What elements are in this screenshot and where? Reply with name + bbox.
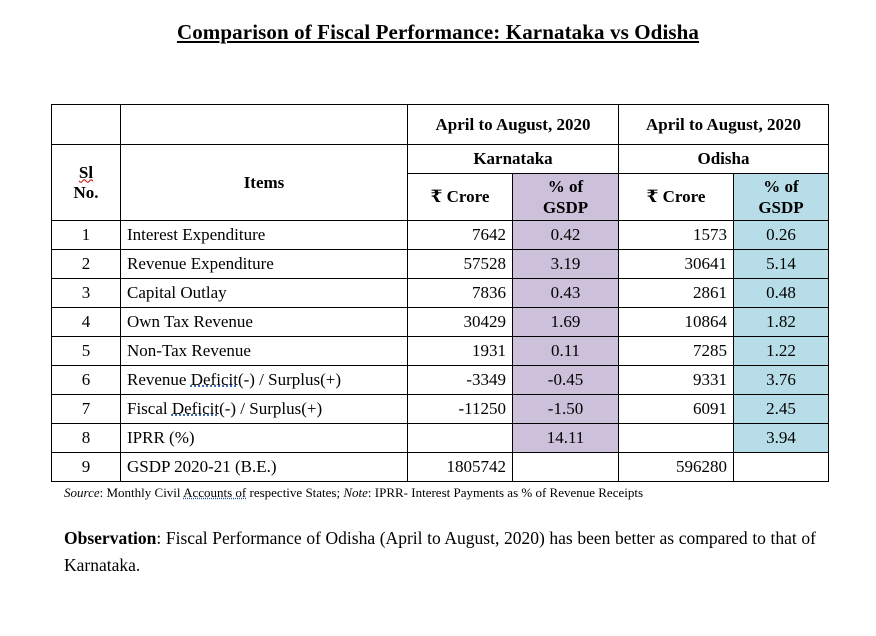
odisha-crore-cell: 30641: [619, 250, 734, 279]
sl-cell: 3: [52, 279, 121, 308]
table-row: [52, 221, 829, 250]
karnataka-pct-cell: 1.69: [513, 308, 619, 337]
header-row-period: [52, 105, 829, 145]
karnataka-pct-cell: -1.50: [513, 395, 619, 424]
sl-cell: 6: [52, 366, 121, 395]
karnataka-crore-cell: 1931: [408, 337, 513, 366]
odisha-pct-cell: 5.14: [734, 250, 829, 279]
odisha-pct-cell: 2.45: [734, 395, 829, 424]
pct-header-line2: GSDP: [542, 198, 589, 217]
empty-header-cell: [121, 105, 408, 145]
item-cell: Capital Outlay: [121, 279, 408, 308]
odisha-crore-cell: [619, 424, 734, 453]
note-text: : IPRR- Interest Payments as % of Revenue Receipts: [367, 485, 644, 500]
karnataka-pct-cell: -0.45: [513, 366, 619, 395]
karnataka-pct-cell: [513, 453, 619, 482]
karnataka-crore-cell: 7836: [408, 279, 513, 308]
item-cell: IPRR (%): [121, 424, 408, 453]
item-cell: [121, 395, 408, 424]
odisha-crore-header: ₹ Crore: [619, 174, 734, 221]
karnataka-crore-cell: 7642: [408, 221, 513, 250]
note-label: Note: [343, 485, 368, 500]
odisha-pct-cell: [734, 453, 829, 482]
karnataka-crore-cell: -11250: [408, 395, 513, 424]
karnataka-pct-cell: 0.43: [513, 279, 619, 308]
karnataka-header: Karnataka: [408, 145, 619, 174]
odisha-crore-cell: 1573: [619, 221, 734, 250]
item-underlined-word: Deficit: [171, 399, 220, 418]
item-cell: [121, 366, 408, 395]
karnataka-pct-cell: 0.11: [513, 337, 619, 366]
item-cell: Revenue Expenditure: [121, 250, 408, 279]
item-suffix: (-) / Surplus(+): [237, 370, 342, 389]
source-text-3: respective States;: [246, 485, 344, 500]
empty-header-cell: [52, 105, 121, 145]
odisha-pct-cell: 3.76: [734, 366, 829, 395]
header-row-state: [52, 145, 829, 174]
sl-header-line1: Sl: [78, 162, 94, 182]
item-prefix: Fiscal: [127, 399, 172, 418]
observation-paragraph: [64, 525, 816, 579]
source-label: Source: [64, 485, 100, 500]
odisha-crore-cell: 2861: [619, 279, 734, 308]
karnataka-pct-gsdp-header: [513, 174, 619, 221]
table-row: [52, 395, 829, 424]
karnataka-pct-cell: 3.19: [513, 250, 619, 279]
karnataka-crore-header: ₹ Crore: [408, 174, 513, 221]
items-header: Items: [121, 145, 408, 221]
sl-cell: 9: [52, 453, 121, 482]
item-cell: Own Tax Revenue: [121, 308, 408, 337]
odisha-pct-cell: 0.26: [734, 221, 829, 250]
sl-header-line2: No.: [73, 182, 99, 202]
source-note: [64, 485, 643, 501]
table-row: [52, 366, 829, 395]
source-text-2: Accounts of: [183, 485, 247, 500]
odisha-period-header: April to August, 2020: [619, 105, 829, 145]
table-row: [52, 337, 829, 366]
odisha-pct-gsdp-header: [734, 174, 829, 221]
sl-cell: 2: [52, 250, 121, 279]
pct-header-line2: GSDP: [758, 198, 804, 217]
sl-no-header: [52, 145, 121, 221]
karnataka-pct-cell: 14.11: [513, 424, 619, 453]
source-text-1: : Monthly Civil: [99, 485, 184, 500]
table-row: [52, 453, 829, 482]
fiscal-comparison-table: [51, 104, 829, 482]
karnataka-crore-cell: [408, 424, 513, 453]
table-row: [52, 424, 829, 453]
sl-cell: 1: [52, 221, 121, 250]
odisha-pct-cell: 3.94: [734, 424, 829, 453]
document-title: Comparison of Fiscal Performance: Karnataka vs Odisha: [176, 20, 700, 44]
karnataka-pct-cell: 0.42: [513, 221, 619, 250]
item-cell: GSDP 2020-21 (B.E.): [121, 453, 408, 482]
karnataka-period-header: April to August, 2020: [408, 105, 619, 145]
item-cell: Interest Expenditure: [121, 221, 408, 250]
odisha-crore-cell: 9331: [619, 366, 734, 395]
odisha-gsdp-cell: 596280: [619, 453, 734, 482]
karnataka-crore-cell: 57528: [408, 250, 513, 279]
table-row: [52, 308, 829, 337]
karnataka-gsdp-cell: 1805742: [408, 453, 513, 482]
sl-cell: 7: [52, 395, 121, 424]
sl-cell: 8: [52, 424, 121, 453]
item-underlined-word: Deficit: [190, 370, 238, 389]
odisha-pct-cell: 0.48: [734, 279, 829, 308]
table-row: [52, 279, 829, 308]
odisha-pct-cell: 1.82: [734, 308, 829, 337]
observation-label: Observation: [64, 528, 157, 548]
odisha-pct-cell: 1.22: [734, 337, 829, 366]
karnataka-crore-cell: -3349: [408, 366, 513, 395]
odisha-crore-cell: 10864: [619, 308, 734, 337]
item-suffix: (-) / Surplus(+): [219, 399, 323, 418]
pct-header-line1: % of: [547, 177, 584, 196]
odisha-crore-cell: 7285: [619, 337, 734, 366]
table-row: [52, 250, 829, 279]
observation-text: : Fiscal Performance of Odisha (April to August, 2020) has been better as compared to that of Karnataka.: [64, 528, 816, 575]
sl-cell: 4: [52, 308, 121, 337]
pct-header-line1: % of: [763, 177, 799, 196]
item-cell: Non-Tax Revenue: [121, 337, 408, 366]
odisha-header: Odisha: [619, 145, 829, 174]
sl-cell: 5: [52, 337, 121, 366]
karnataka-crore-cell: 30429: [408, 308, 513, 337]
odisha-crore-cell: 6091: [619, 395, 734, 424]
item-prefix: Revenue: [127, 370, 191, 389]
